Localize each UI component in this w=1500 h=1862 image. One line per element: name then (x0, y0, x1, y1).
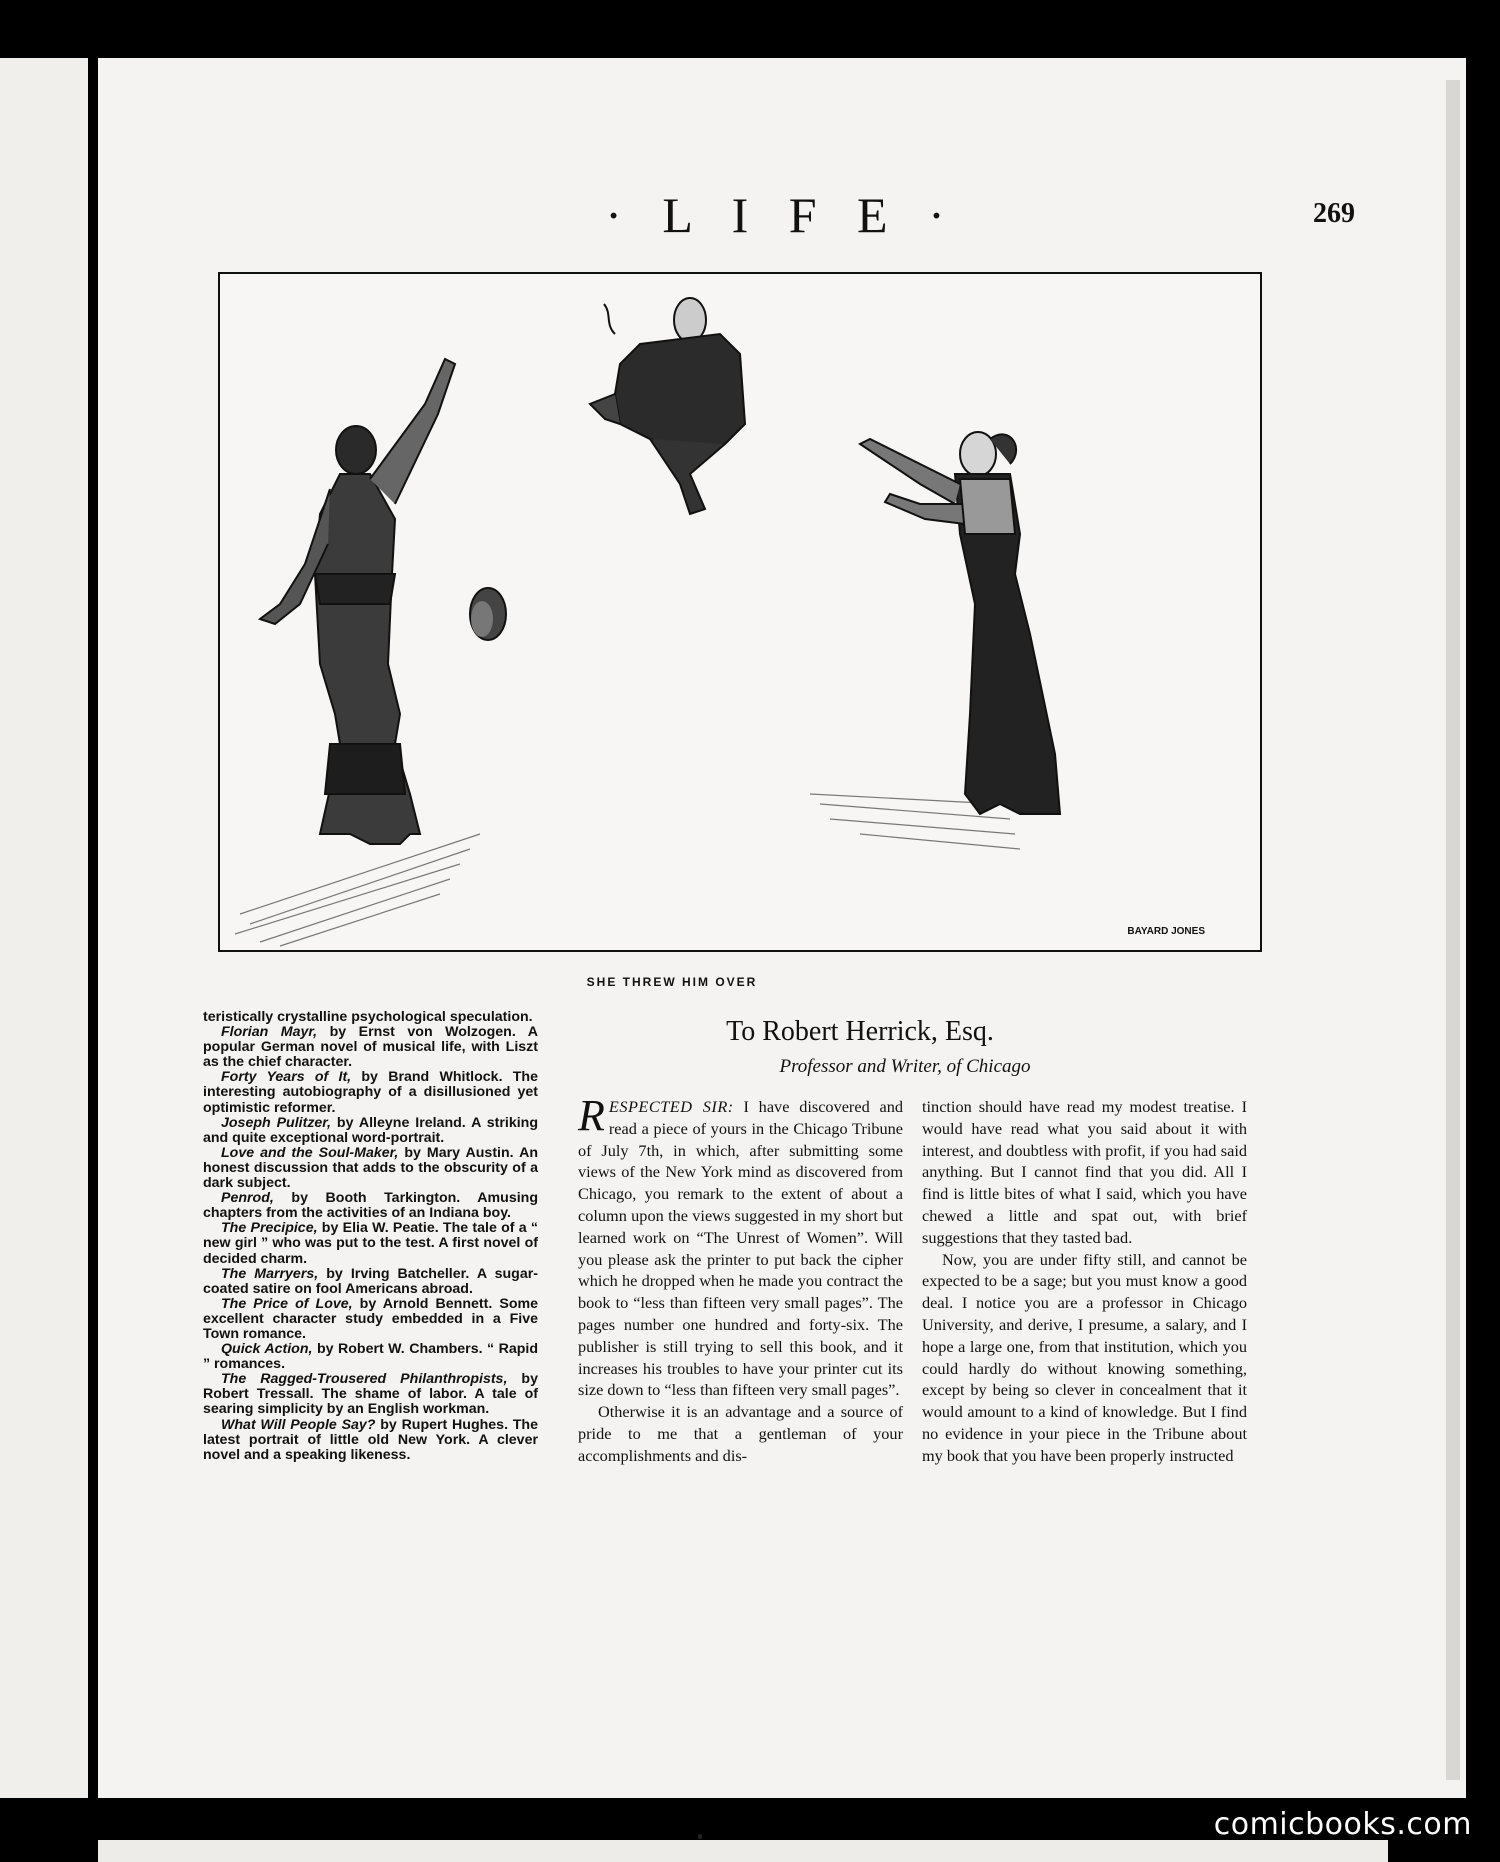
floor-shadow-left (235, 834, 480, 946)
book-entry (203, 1146, 538, 1191)
book-note: by Alleyne Ireland. A striking and quite exceptional word-portrait. (203, 1114, 538, 1146)
book-list-intro: teristically crystalline psychological speculation. (203, 1009, 533, 1025)
hat-illustration (470, 588, 506, 640)
book-entry (203, 1372, 538, 1417)
floating-man-figure (590, 298, 745, 514)
book-list (203, 1010, 538, 1463)
book-note: by Rupert Hughes. The latest portrait of little old New York. A clever novel and a speaking likeness. (203, 1416, 538, 1463)
book-note: by Ernst von Wolzogen. A popular German novel of musical life, with Liszt as the chief character. (203, 1024, 539, 1071)
paragraph-text: I have discovered and read a piece of yours in the Chicago Tribune of July 7th, in which, after submitting some views of the New York mind as discovered from Chicago, you remark to the extent of about a column upon the views suggested in my short but learned work on “The Unrest of Women”. Will you please ask the printer to put back the cipher which he dropped when he made you contract the book to “less than fifteen very small pages”. The pages number one hundred and forty-six. The publisher is still trying to sell this book, and it increases his troubles to have your printer cut its size down to “less than fifteen very small pages”. (578, 1097, 904, 1400)
page-edge-right (1446, 80, 1460, 1780)
book-note: by Robert W. Chambers. “ Rapid ” romances. (203, 1341, 538, 1373)
book-note: by Robert Tressall. The shame of labor. A tale of searing simplicity by an English workman. (203, 1371, 538, 1418)
previous-page-edge (0, 58, 88, 1798)
book-entry (203, 1116, 538, 1146)
article-subtitle: Professor and Writer, of Chicago (779, 1056, 1031, 1077)
woman-left-figure (260, 359, 455, 844)
cartoon-drawing (220, 274, 1260, 950)
salutation: ESPECTED SIR: (608, 1097, 734, 1116)
artist-signature: BAYARD JONES (1127, 926, 1205, 937)
page-mark (698, 1834, 702, 1839)
book-entry (203, 1191, 538, 1221)
watermark: comicbooks.com (1213, 1807, 1472, 1842)
article-title: To Robert Herrick, Esq. (726, 1016, 994, 1047)
book-title: Love and the Soul-Maker, (221, 1144, 399, 1161)
book-note: by Booth Tarkington. Amusing chapters from the activities of an Indiana boy. (203, 1190, 538, 1222)
page-gutter (88, 58, 98, 1798)
book-entry (203, 1418, 538, 1463)
book-entry (203, 1025, 538, 1070)
book-entry (203, 1070, 538, 1115)
book-note: by Irving Batcheller. A sugar-coated satire on fool Americans abroad. (203, 1265, 538, 1297)
book-note: by Elia W. Peatie. The tale of a “ new girl ” who was put to the test. A first novel of decided charm. (203, 1220, 539, 1267)
book-entry (203, 1221, 538, 1266)
illustration-caption: SHE THREW HIM OVER (586, 975, 758, 989)
article-column-2 (922, 1096, 1247, 1467)
book-entry (203, 1342, 538, 1372)
book-title: Forty Years of It, (221, 1069, 352, 1086)
book-note: by Arnold Bennett. Some excellent character study embedded in a Five Town romance. (203, 1295, 539, 1342)
article-paragraph (578, 1091, 904, 1401)
book-note: by Mary Austin. An honest discussion that adds to the obscurity of a dark subject. (203, 1144, 538, 1192)
book-title: The Precipice, (221, 1220, 318, 1237)
magazine-page (98, 58, 1466, 1798)
book-entry (203, 1297, 538, 1342)
book-title: Florian Mayr, (221, 1024, 318, 1041)
article-paragraph: Otherwise it is an advantage and a source of pride to me that a gentleman of your accomplishments and dis- (578, 1402, 903, 1465)
woman-right-figure (860, 432, 1060, 814)
book-title: The Ragged-Trousered Philanthropists, (221, 1371, 508, 1388)
book-title: What Will People Say? (221, 1416, 376, 1433)
book-entry (203, 1267, 538, 1297)
article-column-1 (578, 1091, 904, 1467)
book-title: Penrod, (221, 1190, 274, 1207)
book-title: Quick Action, (221, 1341, 313, 1358)
book-note: by Brand Whitlock. The interesting autobiography of a disillusioned yet optimistic reformer. (203, 1069, 538, 1116)
book-title: The Price of Love, (221, 1295, 353, 1312)
next-page-edge (98, 1840, 1388, 1862)
cartoon-illustration (218, 272, 1262, 952)
article-paragraph: tinction should have read my modest treatise. I would have read what you said about it with interest, and doubtless with profit, if you had said anything. But I cannot find that you did. All I find is little bites of what I said, which you have chewed a little and spat out, with brief suggestions that they tasted bad. (922, 1097, 1247, 1247)
drop-cap: R (578, 1091, 605, 1140)
book-title: Joseph Pulitzer, (221, 1114, 331, 1131)
article-paragraph: Now, you are under fifty still, and cannot be expected to be a sage; but you must know a good deal. I notice you are a professor in Chicago University, and derive, I presume, a salary, and I hope a large one, from that institution, which you could hardly do without knowing something, except by being so clever in concealment that it would amount to a kind of knowledge. But I find no evidence in your piece in the Tribune about my book that you have been properly instructed (922, 1249, 1247, 1465)
page-number: 269 (1313, 198, 1355, 229)
book-title: The Marryers, (221, 1265, 319, 1282)
masthead: · L I F E · (605, 187, 959, 243)
